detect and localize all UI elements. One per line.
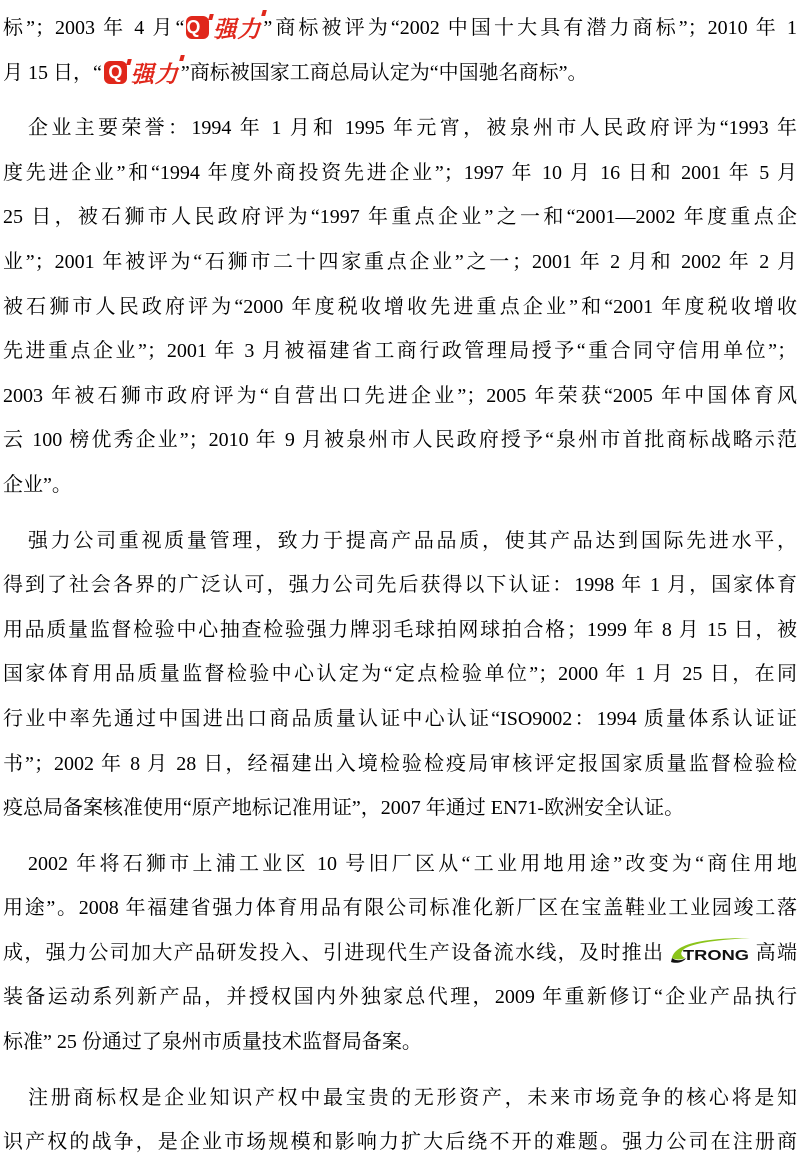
svg-text:TRONG: TRONG	[683, 947, 750, 965]
text-run: 装备运动系列新产品，并授权国内外独家总代理，2009 年重新修订“企业产品执行	[3, 986, 797, 1009]
text-run: 成，强力公司加大产品研发投入、引进现代生产设备流水线，及时推出	[3, 941, 665, 964]
text-line	[3, 106, 797, 151]
q-badge-icon: Q	[186, 16, 209, 39]
text-run: 云 100 榜优秀企业”；2010 年 9 月被泉州市人民政府授予“泉州市首批商标战略示范	[3, 429, 797, 452]
text-run: 书”；2002 年 8 月 28 日，经福建出入境检验检疫局审核评定报国家质量监督检验检	[3, 752, 797, 775]
text-run: 被石狮市人民政府评为“2000 年度税收增收先进重点企业”和“2001 年度税收增收	[3, 295, 797, 318]
text-line	[3, 886, 797, 931]
text-run: 得到了社会各界的广泛认可，强力公司先后获得以下认证：1998 年 1 月，国家体育	[3, 574, 797, 597]
text-run: 国家体育用品质量监督检验中心认定为“定点检验单位”；2000 年 1 月 25 日，在同	[3, 663, 797, 686]
text-line	[3, 151, 797, 196]
text-line	[3, 51, 797, 96]
text-run: 度先进企业”和“1994 年度外商投资先进企业”；1997 年 10 月 16 日和 2001 年 5 月	[3, 161, 797, 184]
text-line	[3, 842, 797, 887]
text-line	[3, 374, 797, 419]
text-run: 注册商标权是企业知识产权中最宝贵的无形资产，未来市场竞争的核心将是知	[28, 1086, 797, 1109]
text-run: 月 15 日，“	[3, 61, 102, 84]
qiangli-logo-text: 强力	[131, 56, 179, 89]
text-run: ”商标被评为“2002 中国十大具有潜力商标”；2010 年 1	[263, 17, 797, 39]
text-run: 2003 年被石狮市政府评为“自营出口先进企业”；2005 年荣获“2005 年中国体育风	[3, 384, 797, 407]
text-line	[3, 931, 797, 976]
text-run: 先进重点企业”；2001 年 3 月被福建省工商行政管理局授予“重合同守信用单位”；	[3, 340, 797, 363]
qiangli-trademark-logo-icon	[186, 11, 261, 44]
text-run: 用途”。2008 年福建省强力体育用品有限公司标准化新厂区在宝盖鞋业工业园竣工落	[3, 897, 797, 920]
text-line	[3, 742, 797, 787]
text-run: 高端	[754, 941, 797, 964]
text-run: 识产权的战争，是企业市场规模和影响力扩大后绕不开的难题。强力公司在注册商	[3, 1131, 797, 1154]
text-line	[3, 195, 797, 240]
text-line	[3, 285, 797, 330]
text-line	[3, 608, 797, 653]
text-line	[3, 1076, 797, 1121]
text-line	[3, 1020, 797, 1065]
text-line	[3, 563, 797, 608]
text-line	[3, 418, 797, 463]
text-run: 2002 年将石狮市上浦工业区 10 号旧厂区从“工业用地用途”改变为“商住用地	[28, 852, 797, 875]
text-line	[3, 519, 797, 564]
text-line	[3, 975, 797, 1020]
paragraph	[3, 1076, 797, 1165]
text-run: 企业”。	[3, 473, 72, 496]
text-line	[3, 6, 797, 51]
paragraph	[3, 6, 797, 95]
paragraph	[3, 842, 797, 1065]
qiangli-logo-text: 强力	[213, 11, 261, 44]
paragraph	[3, 106, 797, 507]
text-run: ”商标被国家工商总局认定为“中国驰名商标”。	[180, 61, 588, 84]
text-line	[3, 240, 797, 285]
strong-brand-logo-icon	[667, 936, 751, 966]
text-run: 行业中率先通过中国进出口商品质量认证中心认证“ISO9002：1994 质量体系认证证	[3, 707, 797, 730]
text-run: 业”；2001 年被评为“石狮市二十四家重点企业”之一；2001 年 2 月和 2002 年 2 月	[3, 250, 797, 273]
text-run: 疫总局备案核准使用“原产地标记准用证”，2007 年通过 EN71-欧洲安全认证。	[3, 797, 685, 820]
text-line	[3, 786, 797, 831]
text-line	[3, 652, 797, 697]
text-line	[3, 463, 797, 508]
text-line	[3, 329, 797, 374]
paragraph	[3, 519, 797, 831]
text-run: 25 日，被石狮市人民政府评为“1997 年重点企业”之一和“2001—2002 年度重点企	[3, 206, 797, 229]
text-run: 标”；2003 年 4 月“	[3, 17, 185, 39]
text-line	[3, 1120, 797, 1165]
qiangli-trademark-logo-icon	[104, 56, 179, 89]
q-badge-icon: Q	[104, 61, 127, 84]
text-run: 标准” 25 份通过了泉州市质量技术监督局备案。	[3, 1031, 422, 1054]
text-run: 用品质量监督检验中心抽查检验强力牌羽毛球拍网球拍合格；1999 年 8 月 15 日，被	[3, 618, 797, 641]
text-run: 强力公司重视质量管理，致力于提高产品品质，使其产品达到国际先进水平，	[28, 529, 797, 552]
text-run: 企业主要荣誉：1994 年 1 月和 1995 年元宵，被泉州市人民政府评为“1993 年	[28, 117, 797, 140]
text-line	[3, 697, 797, 742]
